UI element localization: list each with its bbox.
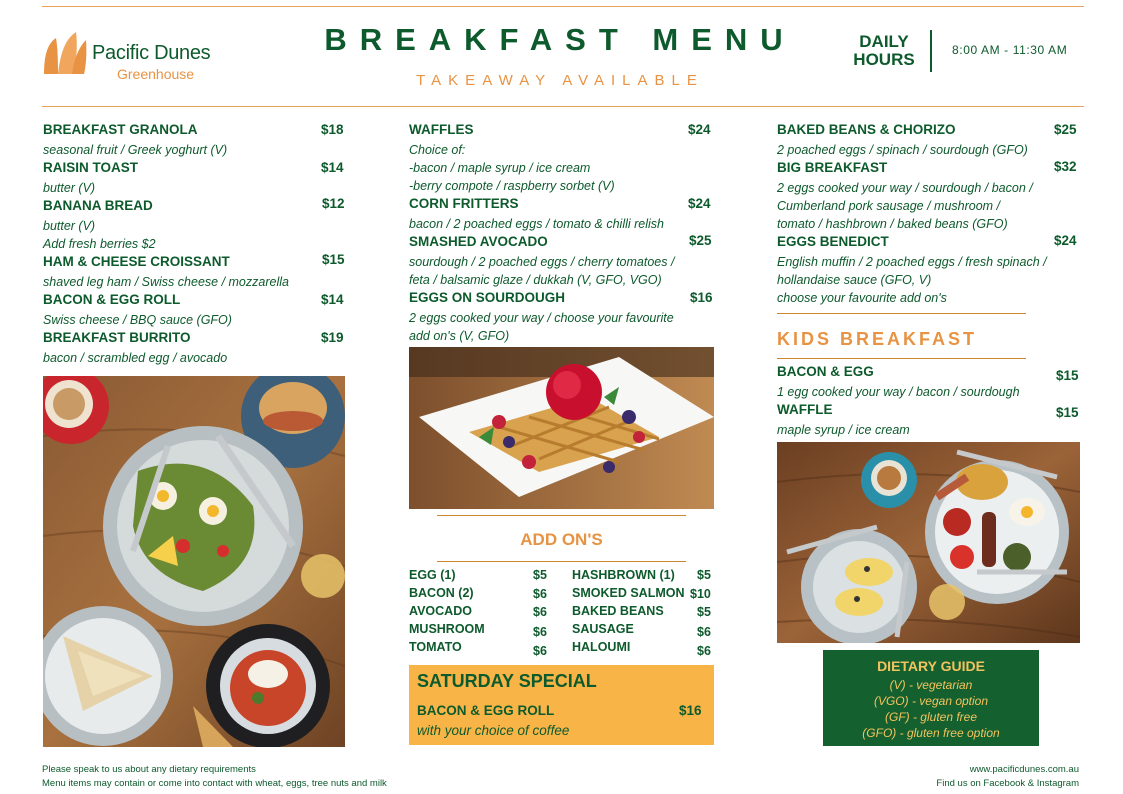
dunes-logo-icon xyxy=(42,30,88,78)
page-title: BREAKFAST MENU xyxy=(324,22,796,57)
saturday-special-box xyxy=(409,665,714,745)
item-name: BREAKFAST BURRITO xyxy=(43,330,191,345)
addon-price: $6 xyxy=(697,644,711,658)
item-desc: Swiss cheese / BBQ sauce (GFO) xyxy=(43,313,232,327)
dietary-guide-box xyxy=(823,650,1039,746)
item-price: $32 xyxy=(1054,159,1077,174)
waffle-photo xyxy=(409,347,714,509)
hours-divider xyxy=(930,30,932,72)
item-desc: butter (V) xyxy=(43,181,96,195)
item-name: BAKED BEANS & CHORIZO xyxy=(777,122,956,137)
kids-bottom-divider xyxy=(777,358,1026,359)
addon-name: BACON (2) xyxy=(409,586,474,600)
item-desc: feta / balsamic glaze / dukkah (V, GFO, VGO) xyxy=(409,273,662,287)
item-price: $15 xyxy=(1056,368,1079,383)
brand-name: Pacific Dunes xyxy=(92,42,211,64)
addons-top-divider xyxy=(437,515,686,516)
addon-name: HASHBROWN (1) xyxy=(572,568,675,582)
addon-name: BAKED BEANS xyxy=(572,604,664,618)
dietary-title: DIETARY GUIDE xyxy=(877,658,985,674)
item-desc: 2 eggs cooked your way / sourdough / bacon / xyxy=(777,181,1033,195)
item-desc: -bacon / maple syrup / ice cream xyxy=(409,161,591,175)
item-desc: add on's (V, GFO) xyxy=(409,329,510,343)
item-price: $16 xyxy=(690,290,713,305)
item-desc: bacon / 2 poached eggs / tomato & chilli relish xyxy=(409,217,665,231)
big-breakfast-photo xyxy=(777,442,1080,643)
daily-label-line1: DAILY xyxy=(859,32,909,51)
brand-subname: Greenhouse xyxy=(117,66,195,82)
saturday-title: SATURDAY SPECIAL xyxy=(417,671,597,691)
item-price: $14 xyxy=(321,292,344,307)
saturday-desc: with your choice of coffee xyxy=(417,723,570,738)
item-price: $15 xyxy=(1056,405,1079,420)
item-price: $18 xyxy=(321,122,344,137)
saturday-item: BACON & EGG ROLL xyxy=(417,703,555,718)
item-desc: 1 egg cooked your way / bacon / sourdough xyxy=(777,385,1020,399)
item-price: $24 xyxy=(688,122,711,137)
header-divider xyxy=(42,106,1084,107)
item-desc: Choice of: xyxy=(409,143,466,157)
item-name: RAISIN TOAST xyxy=(43,160,139,175)
kids-top-divider xyxy=(777,313,1026,314)
item-name: BREAKFAST GRANOLA xyxy=(43,122,198,137)
addon-name: SAUSAGE xyxy=(572,622,634,636)
page-subtitle: TAKEAWAY AVAILABLE xyxy=(416,72,704,89)
item-name: HAM & CHEESE CROISSANT xyxy=(43,254,230,269)
opening-hours: 8:00 AM - 11:30 AM xyxy=(952,43,1068,57)
item-price: $24 xyxy=(1054,233,1077,248)
addon-price: $6 xyxy=(533,605,547,619)
top-divider xyxy=(42,6,1084,7)
item-desc: choose your favourite add on's xyxy=(777,291,947,305)
item-desc: maple syrup / ice cream xyxy=(777,423,910,437)
item-desc: bacon / scrambled egg / avocado xyxy=(43,351,228,365)
daily-label-line2: HOURS xyxy=(853,50,915,69)
item-name: BANANA BREAD xyxy=(43,198,153,213)
addon-price: $5 xyxy=(697,568,711,582)
footer-note: Please speak to us about any dietary requirements xyxy=(42,764,256,775)
item-desc: hollandaise sauce (GFO, V) xyxy=(777,273,932,287)
footer-social: Find us on Facebook & Instagram xyxy=(936,778,1079,789)
addon-name: EGG (1) xyxy=(409,568,456,582)
avocado-toast-photo xyxy=(43,376,345,747)
addon-price: $5 xyxy=(697,605,711,619)
item-desc: English muffin / 2 poached eggs / fresh spinach / xyxy=(777,255,1047,269)
item-name: EGGS BENEDICT xyxy=(777,234,889,249)
item-desc: Add fresh berries $2 xyxy=(43,237,156,251)
addon-name: MUSHROOM xyxy=(409,622,485,636)
item-desc: sourdough / 2 poached eggs / cherry tomatoes / xyxy=(409,255,675,269)
item-price: $14 xyxy=(321,160,344,175)
item-desc: 2 eggs cooked your way / choose your favourite xyxy=(409,311,674,325)
dietary-line: (VGO) - vegan option xyxy=(873,694,989,708)
addons-bottom-divider xyxy=(437,561,686,562)
addon-name: AVOCADO xyxy=(409,604,472,618)
kids-title: KIDS BREAKFAST xyxy=(777,329,978,349)
item-desc: -berry compote / raspberry sorbet (V) xyxy=(409,179,615,193)
item-name: CORN FRITTERS xyxy=(409,196,519,211)
item-name: SMASHED AVOCADO xyxy=(409,234,548,249)
addon-price: $6 xyxy=(533,625,547,639)
item-desc: 2 poached eggs / spinach / sourdough (GFO) xyxy=(777,143,1028,157)
addon-price: $10 xyxy=(690,587,711,601)
addon-price: $6 xyxy=(533,644,547,658)
item-price: $12 xyxy=(322,196,345,211)
item-price: $15 xyxy=(322,252,345,267)
item-name: BACON & EGG xyxy=(777,364,874,379)
item-name: WAFFLE xyxy=(777,402,833,417)
footer-allergen-note: Menu items may contain or come into contact with wheat, eggs, tree nuts and milk xyxy=(42,778,387,789)
addon-price: $6 xyxy=(533,587,547,601)
addon-price: $6 xyxy=(697,625,711,639)
brand-logo xyxy=(42,30,242,82)
daily-hours-label xyxy=(846,33,922,69)
addon-name: HALOUMI xyxy=(572,640,631,654)
item-desc: Cumberland pork sausage / mushroom / xyxy=(777,199,1001,213)
addon-price: $5 xyxy=(533,568,547,582)
item-desc: tomato / hashbrown / baked beans (GFO) xyxy=(777,217,1008,231)
item-desc: butter (V) xyxy=(43,219,96,233)
item-name: BIG BREAKFAST xyxy=(777,160,888,175)
item-name: WAFFLES xyxy=(409,122,474,137)
dietary-line: (V) - vegetarian xyxy=(889,678,973,692)
item-desc: shaved leg ham / Swiss cheese / mozzarella xyxy=(43,275,289,289)
item-name: BACON & EGG ROLL xyxy=(43,292,181,307)
dietary-line: (GF) - gluten free xyxy=(884,710,978,724)
item-price: $19 xyxy=(321,330,344,345)
dietary-line: (GFO) - gluten free option xyxy=(862,726,1000,740)
item-price: $25 xyxy=(689,233,712,248)
addon-name: SMOKED SALMON xyxy=(572,586,685,600)
item-price: $25 xyxy=(1054,122,1077,137)
item-price: $24 xyxy=(688,196,711,211)
footer-website-link[interactable]: www.pacificdunes.com.au xyxy=(969,764,1079,775)
addon-name: TOMATO xyxy=(409,640,462,654)
item-name: EGGS ON SOURDOUGH xyxy=(409,290,566,305)
item-desc: seasonal fruit / Greek yoghurt (V) xyxy=(43,143,228,157)
addons-title: ADD ON'S xyxy=(520,530,603,549)
saturday-price: $16 xyxy=(679,703,702,718)
